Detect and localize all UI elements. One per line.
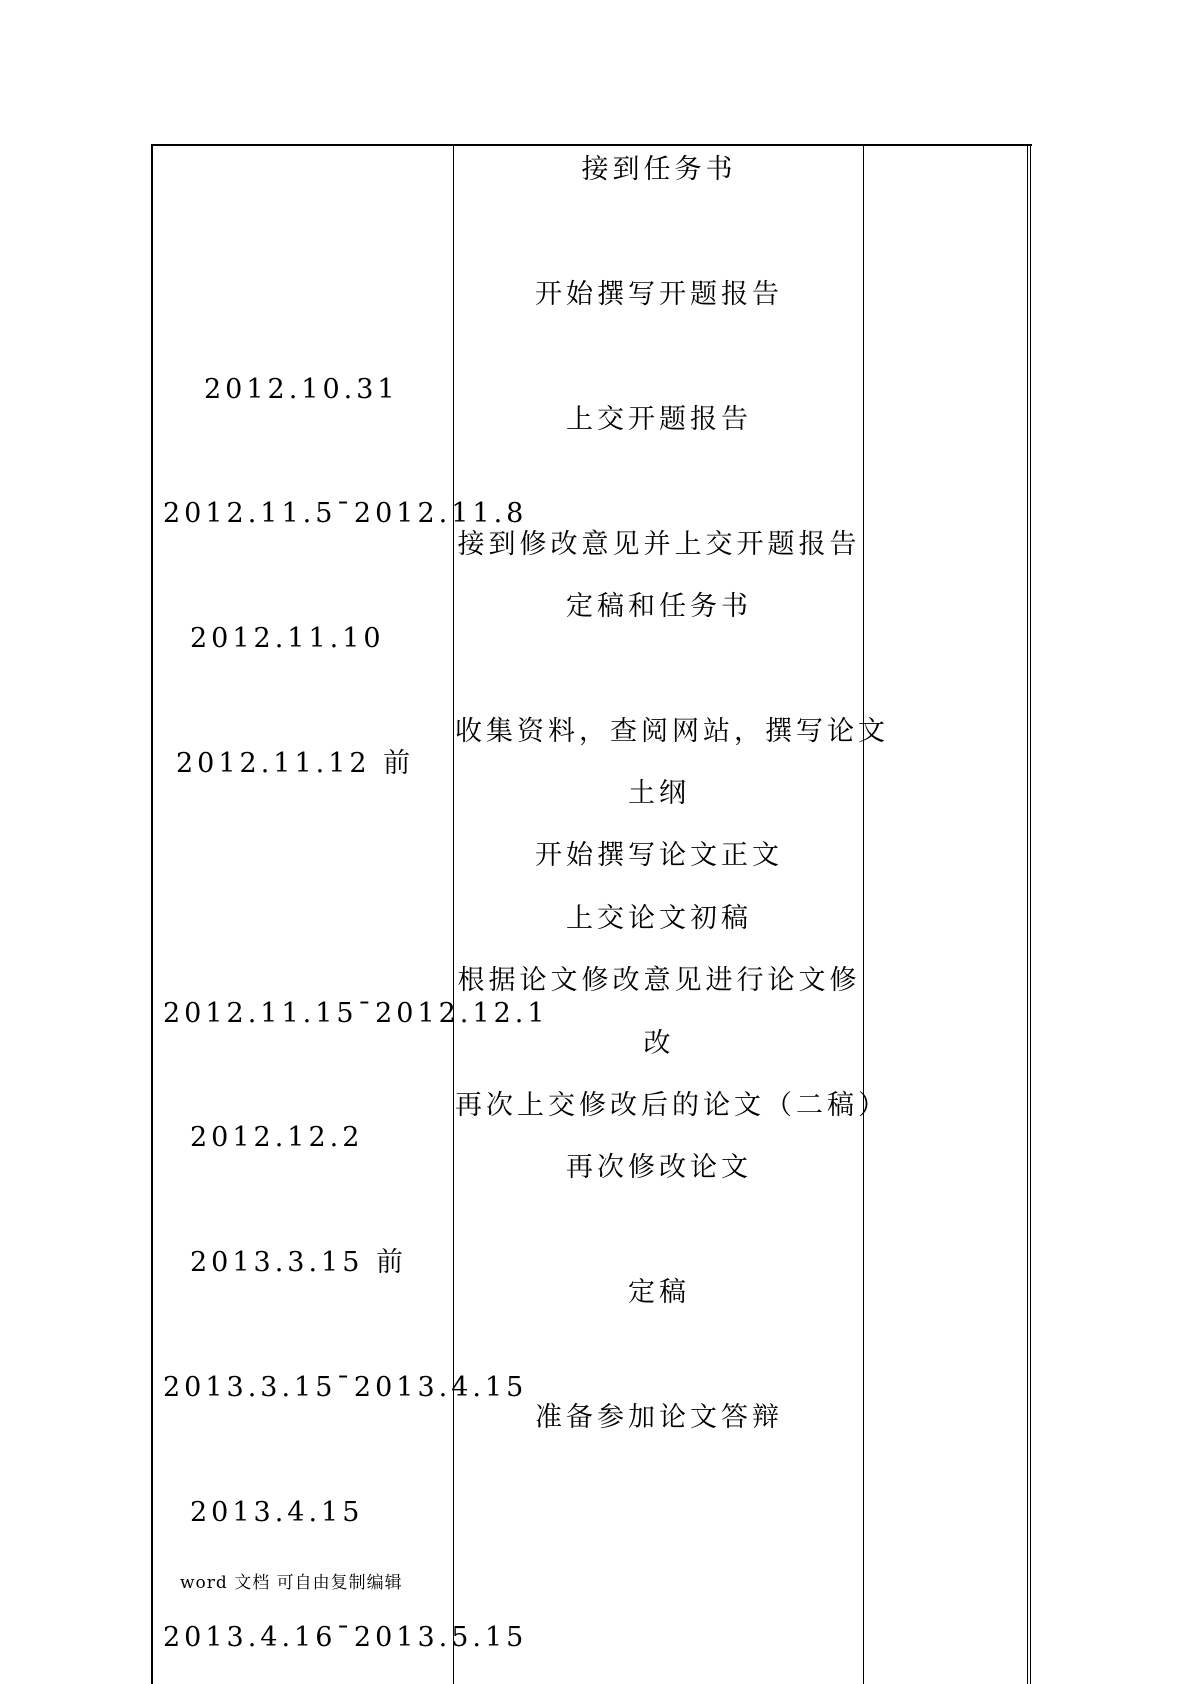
- date-cell: 2013.4.15: [190, 1497, 364, 1528]
- column-divider-date-task: [453, 144, 454, 1684]
- task-line: 接到任务书: [581, 154, 737, 185]
- task-line: 土纲: [628, 778, 690, 809]
- task-line: 改: [643, 1028, 675, 1059]
- task-line: 准备参加论文答辩: [535, 1402, 783, 1433]
- column-divider-task-notes: [863, 144, 864, 1684]
- footer-note: word 文档 可自由复制编辑: [180, 1573, 403, 1593]
- task-line: 上交开题报告: [566, 404, 752, 435]
- date-cell: 2013.3.15 前: [190, 1247, 407, 1278]
- task-line: 上交论文初稿: [566, 903, 752, 934]
- date-cell: 2012.10.31: [204, 374, 399, 405]
- task-line: 定稿: [628, 1277, 690, 1308]
- table-right-border: [1027, 144, 1031, 1684]
- date-cell: 2012.11.12 前: [176, 748, 415, 779]
- task-line: 开始撰写论文正文: [535, 840, 783, 871]
- date-cell: 2013.4.16¯2013.5.15: [163, 1622, 528, 1653]
- date-cell: 2012.11.15¯2012.12.1: [163, 998, 549, 1029]
- task-line: 开始撰写开题报告: [535, 279, 783, 310]
- date-cell: 2012.11.10: [190, 623, 385, 654]
- task-line: 再次修改论文: [566, 1152, 752, 1183]
- task-line: 收集资料，查阅网站，撰写论文: [455, 716, 889, 747]
- date-cell: 2012.11.5¯2012.11.8: [163, 498, 528, 529]
- task-line: 接到修改意见并上交开题报告: [457, 529, 861, 560]
- date-cell: 2012.12.2: [190, 1122, 364, 1153]
- task-line: 再次上交修改后的论文（二稿）: [455, 1090, 889, 1121]
- task-line: 根据论文修改意见进行论文修: [457, 965, 861, 996]
- date-cell: 2013.3.15¯2013.4.15: [163, 1372, 528, 1403]
- task-line: 定稿和任务书: [566, 591, 752, 622]
